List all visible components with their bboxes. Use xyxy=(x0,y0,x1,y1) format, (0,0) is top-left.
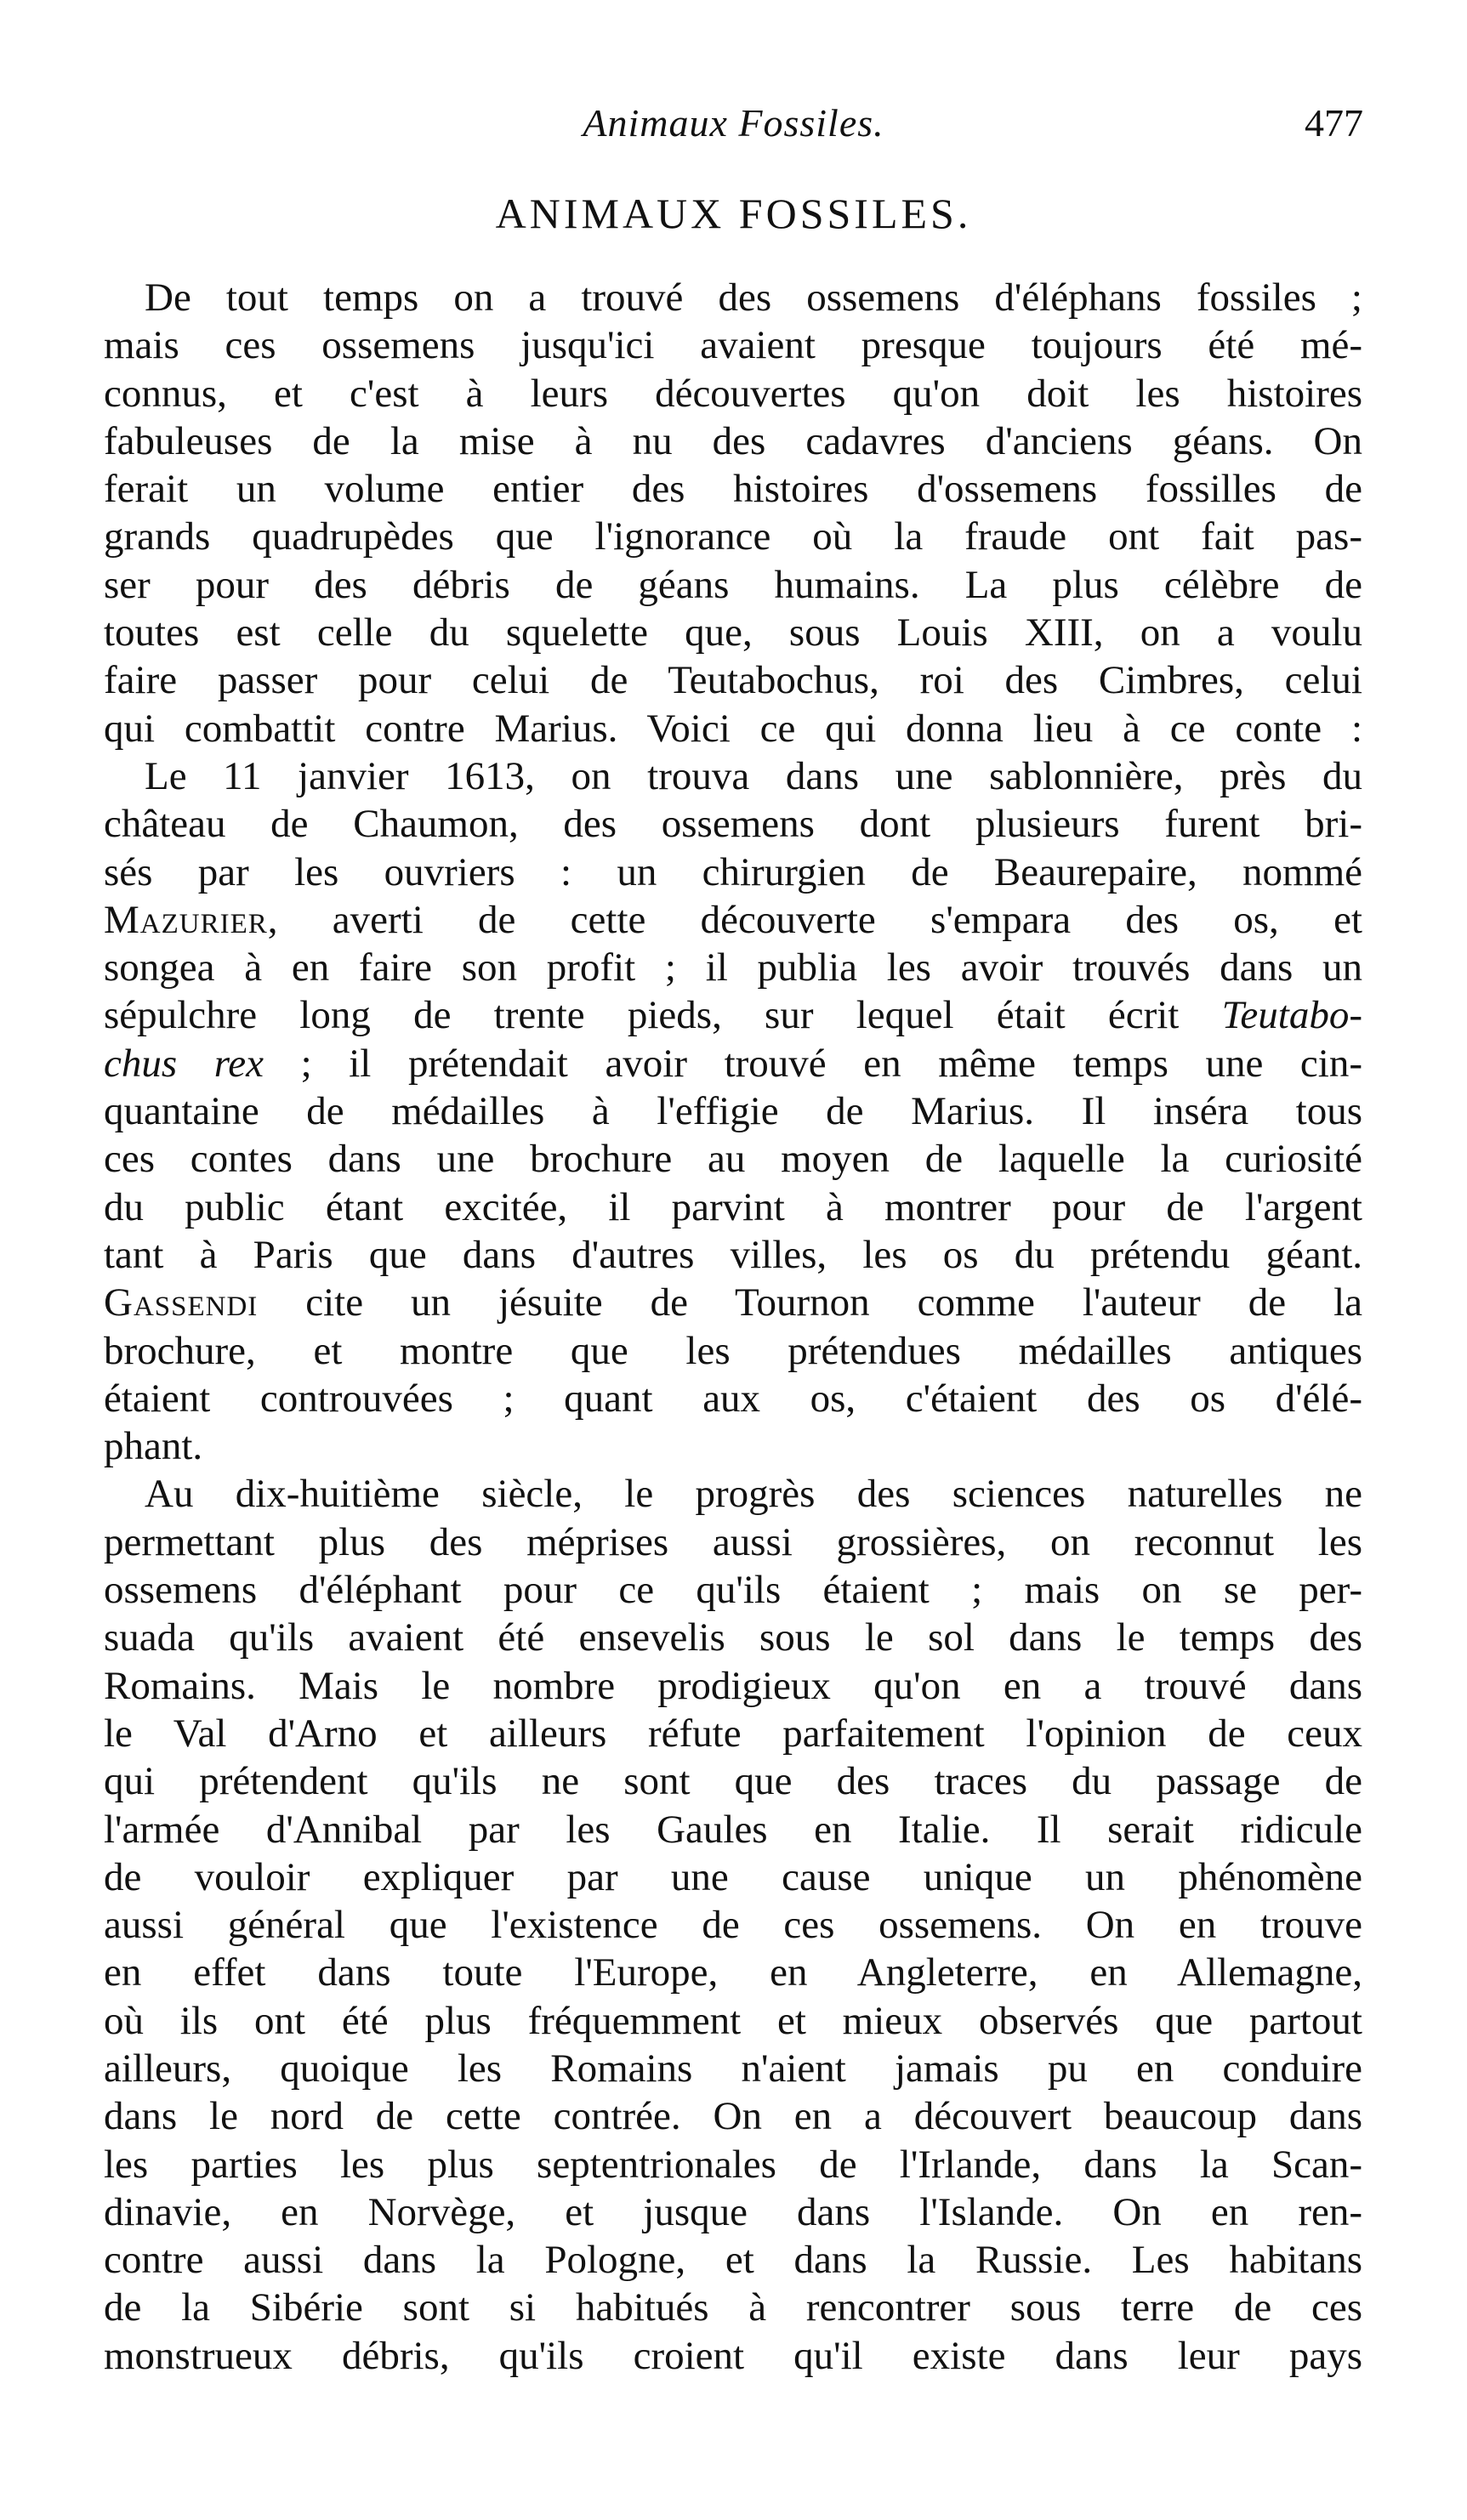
text-line xyxy=(104,2092,1362,2140)
text-line xyxy=(104,1327,1362,1375)
text-run: ailleurs, quoique les Romains n'aient jamais pu en conduire xyxy=(104,2046,1362,2091)
text-line xyxy=(104,609,1362,656)
text-line xyxy=(104,800,1362,848)
text-line xyxy=(104,1087,1362,1135)
text-line xyxy=(104,1566,1362,1614)
text-run: dans le nord de cette contrée. On en a découvert beaucoup dans xyxy=(104,2094,1362,2139)
text-line xyxy=(104,656,1362,704)
text-line xyxy=(104,370,1362,417)
text-run: Le 11 janvier 1613, on trouva dans une sablonnière, près du xyxy=(145,753,1362,798)
text-line xyxy=(104,1614,1362,1661)
text-run: cite un jésuite de Tournon comme l'auteur de la xyxy=(258,1280,1362,1325)
text-run: songea à en faire son profit ; il publia les avoir trouvés dans un xyxy=(104,945,1362,990)
text-run: sépulchre long de trente pieds, sur lequel était écrit xyxy=(104,993,1222,1038)
text-run: qui prétendent qu'ils ne sont que des traces du passage de xyxy=(104,1759,1362,1804)
text-line xyxy=(104,1183,1362,1231)
text-line xyxy=(104,2332,1362,2380)
text-line xyxy=(104,1231,1362,1279)
text-run: où ils ont été plus fréquemment et mieux observés que partout xyxy=(104,1998,1362,2043)
text-line xyxy=(104,1422,1362,1470)
text-run: permettant plus des méprises aussi grossières, on reconnut les xyxy=(104,1519,1362,1564)
text-line xyxy=(104,991,1362,1039)
text-line xyxy=(104,1806,1362,1853)
text-run: aussi général que l'existence de ces ossemens. On en trouve xyxy=(104,1903,1362,1948)
text-run: contre aussi dans la Pologne, et dans la Russie. Les habitans xyxy=(104,2238,1362,2283)
text-line xyxy=(104,1757,1362,1805)
text-line xyxy=(104,1901,1362,1949)
text-run: ossemens d'éléphant pour ce qu'ils étaient ; mais on se per- xyxy=(104,1568,1362,1613)
text-line xyxy=(104,465,1362,513)
text-run: toutes est celle du squelette que, sous Louis XIII, on a voulu xyxy=(104,610,1362,656)
italic-text: chus rex xyxy=(104,1041,264,1086)
text-run: l'armée d'Annibal par les Gaules en Italie. Il serait ridicule xyxy=(104,1807,1362,1852)
running-title: Animaux Fossiles. xyxy=(583,101,884,145)
page-number: 477 xyxy=(1305,101,1363,145)
text-run: ferait un volume entier des histoires d'ossemens fossilles de xyxy=(104,467,1362,512)
text-run: monstrueux débris, qu'ils croient qu'il existe dans leur pays xyxy=(104,2333,1362,2378)
text-line xyxy=(104,561,1362,609)
text-run: sés par les ouvriers : un chirurgien de Beaurepaire, nommé xyxy=(104,849,1362,894)
text-line xyxy=(104,513,1362,560)
text-run: ser pour des débris de géans humains. La plus célèbre de xyxy=(104,562,1362,607)
text-line xyxy=(104,705,1362,752)
text-run: le Val d'Arno et ailleurs réfute parfaitement l'opinion de ceux xyxy=(104,1711,1362,1756)
text-run: , averti de cette découverte s'empara des os, et xyxy=(267,897,1362,942)
small-caps-name: Mazurier xyxy=(104,897,268,942)
text-line xyxy=(104,1040,1362,1087)
italic-text: Teutabo- xyxy=(1221,993,1362,1038)
text-run: dinavie, en Norvège, et jusque dans l'Islande. On en ren- xyxy=(104,2189,1362,2234)
text-line xyxy=(104,849,1362,896)
text-line xyxy=(104,944,1362,991)
text-run: les parties les plus septentrionales de l'Irlande, dans la Scan- xyxy=(104,2142,1362,2187)
text-line xyxy=(104,1662,1362,1710)
text-run: Romains. Mais le nombre prodigieux qu'on en a trouvé dans xyxy=(104,1663,1362,1708)
section-title: ANIMAUX FOSSILES. xyxy=(495,190,972,237)
text-line xyxy=(104,752,1362,800)
text-run: en effet dans toute l'Europe, en Angleterre, en Allemagne, xyxy=(104,1950,1362,1995)
text-run: qui combattit contre Marius. Voici ce qui donna lieu à ce conte : xyxy=(104,706,1362,751)
text-run: ces contes dans une brochure au moyen de laquelle la curiosité xyxy=(104,1137,1362,1182)
text-line xyxy=(104,1949,1362,1996)
text-run: étaient controuvées ; quant aux os, c'étaient des os d'élé- xyxy=(104,1376,1362,1421)
text-line xyxy=(104,2236,1362,2284)
text-run: de vouloir expliquer par une cause unique un phénomène xyxy=(104,1854,1362,1899)
text-run: quantaine de médailles à l'effigie de Marius. Il inséra tous xyxy=(104,1089,1362,1134)
text-run: De tout temps on a trouvé des ossemens d'éléphans fossiles ; xyxy=(145,275,1362,320)
text-line xyxy=(104,274,1362,321)
text-run: Au dix-huitième siècle, le progrès des sciences naturelles ne xyxy=(145,1472,1362,1517)
text-line xyxy=(104,1470,1362,1518)
text-run: tant à Paris que dans d'autres villes, les os du prétendu géant. xyxy=(104,1232,1362,1277)
text-line xyxy=(104,1518,1362,1566)
text-line xyxy=(104,2188,1362,2236)
text-line xyxy=(104,321,1362,369)
text-line xyxy=(104,1279,1362,1326)
text-run: château de Chaumon, des ossemens dont plusieurs furent bri- xyxy=(104,802,1362,847)
text-run: du public étant excitée, il parvint à montrer pour de l'argent xyxy=(104,1184,1362,1229)
text-line xyxy=(104,1853,1362,1901)
text-line xyxy=(104,1135,1362,1183)
text-run: de la Sibérie sont si habitués à rencontrer sous terre de ces xyxy=(104,2285,1362,2330)
text-run: connus, et c'est à leurs découvertes qu'on doit les histoires xyxy=(104,371,1362,416)
text-line xyxy=(104,1375,1362,1422)
text-run: mais ces ossemens jusqu'ici avaient presque toujours été mé- xyxy=(104,323,1362,368)
text-line xyxy=(104,2141,1362,2188)
text-line xyxy=(104,1997,1362,2045)
text-run: faire passer pour celui de Teutabochus, roi des Cimbres, celui xyxy=(104,658,1362,703)
text-line xyxy=(104,896,1362,944)
text-run: fabuleuses de la mise à nu des cadavres d'anciens géans. On xyxy=(104,418,1362,463)
text-run: ; il prétendait avoir trouvé en même temps une cin- xyxy=(264,1041,1362,1086)
text-line xyxy=(104,1710,1362,1757)
body-text xyxy=(104,274,1362,2380)
text-run: grands quadrupèdes que l'ignorance où la fraude ont fait pas- xyxy=(104,514,1362,559)
text-run: brochure, et montre que les prétendues médailles antiques xyxy=(104,1328,1362,1373)
text-line xyxy=(104,417,1362,465)
text-line xyxy=(104,2284,1362,2331)
text-run: phant. xyxy=(104,1424,203,1469)
text-run: suada qu'ils avaient été ensevelis sous le sol dans le temps des xyxy=(104,1615,1362,1660)
small-caps-name: Gassendi xyxy=(104,1280,259,1325)
text-line xyxy=(104,2045,1362,2092)
